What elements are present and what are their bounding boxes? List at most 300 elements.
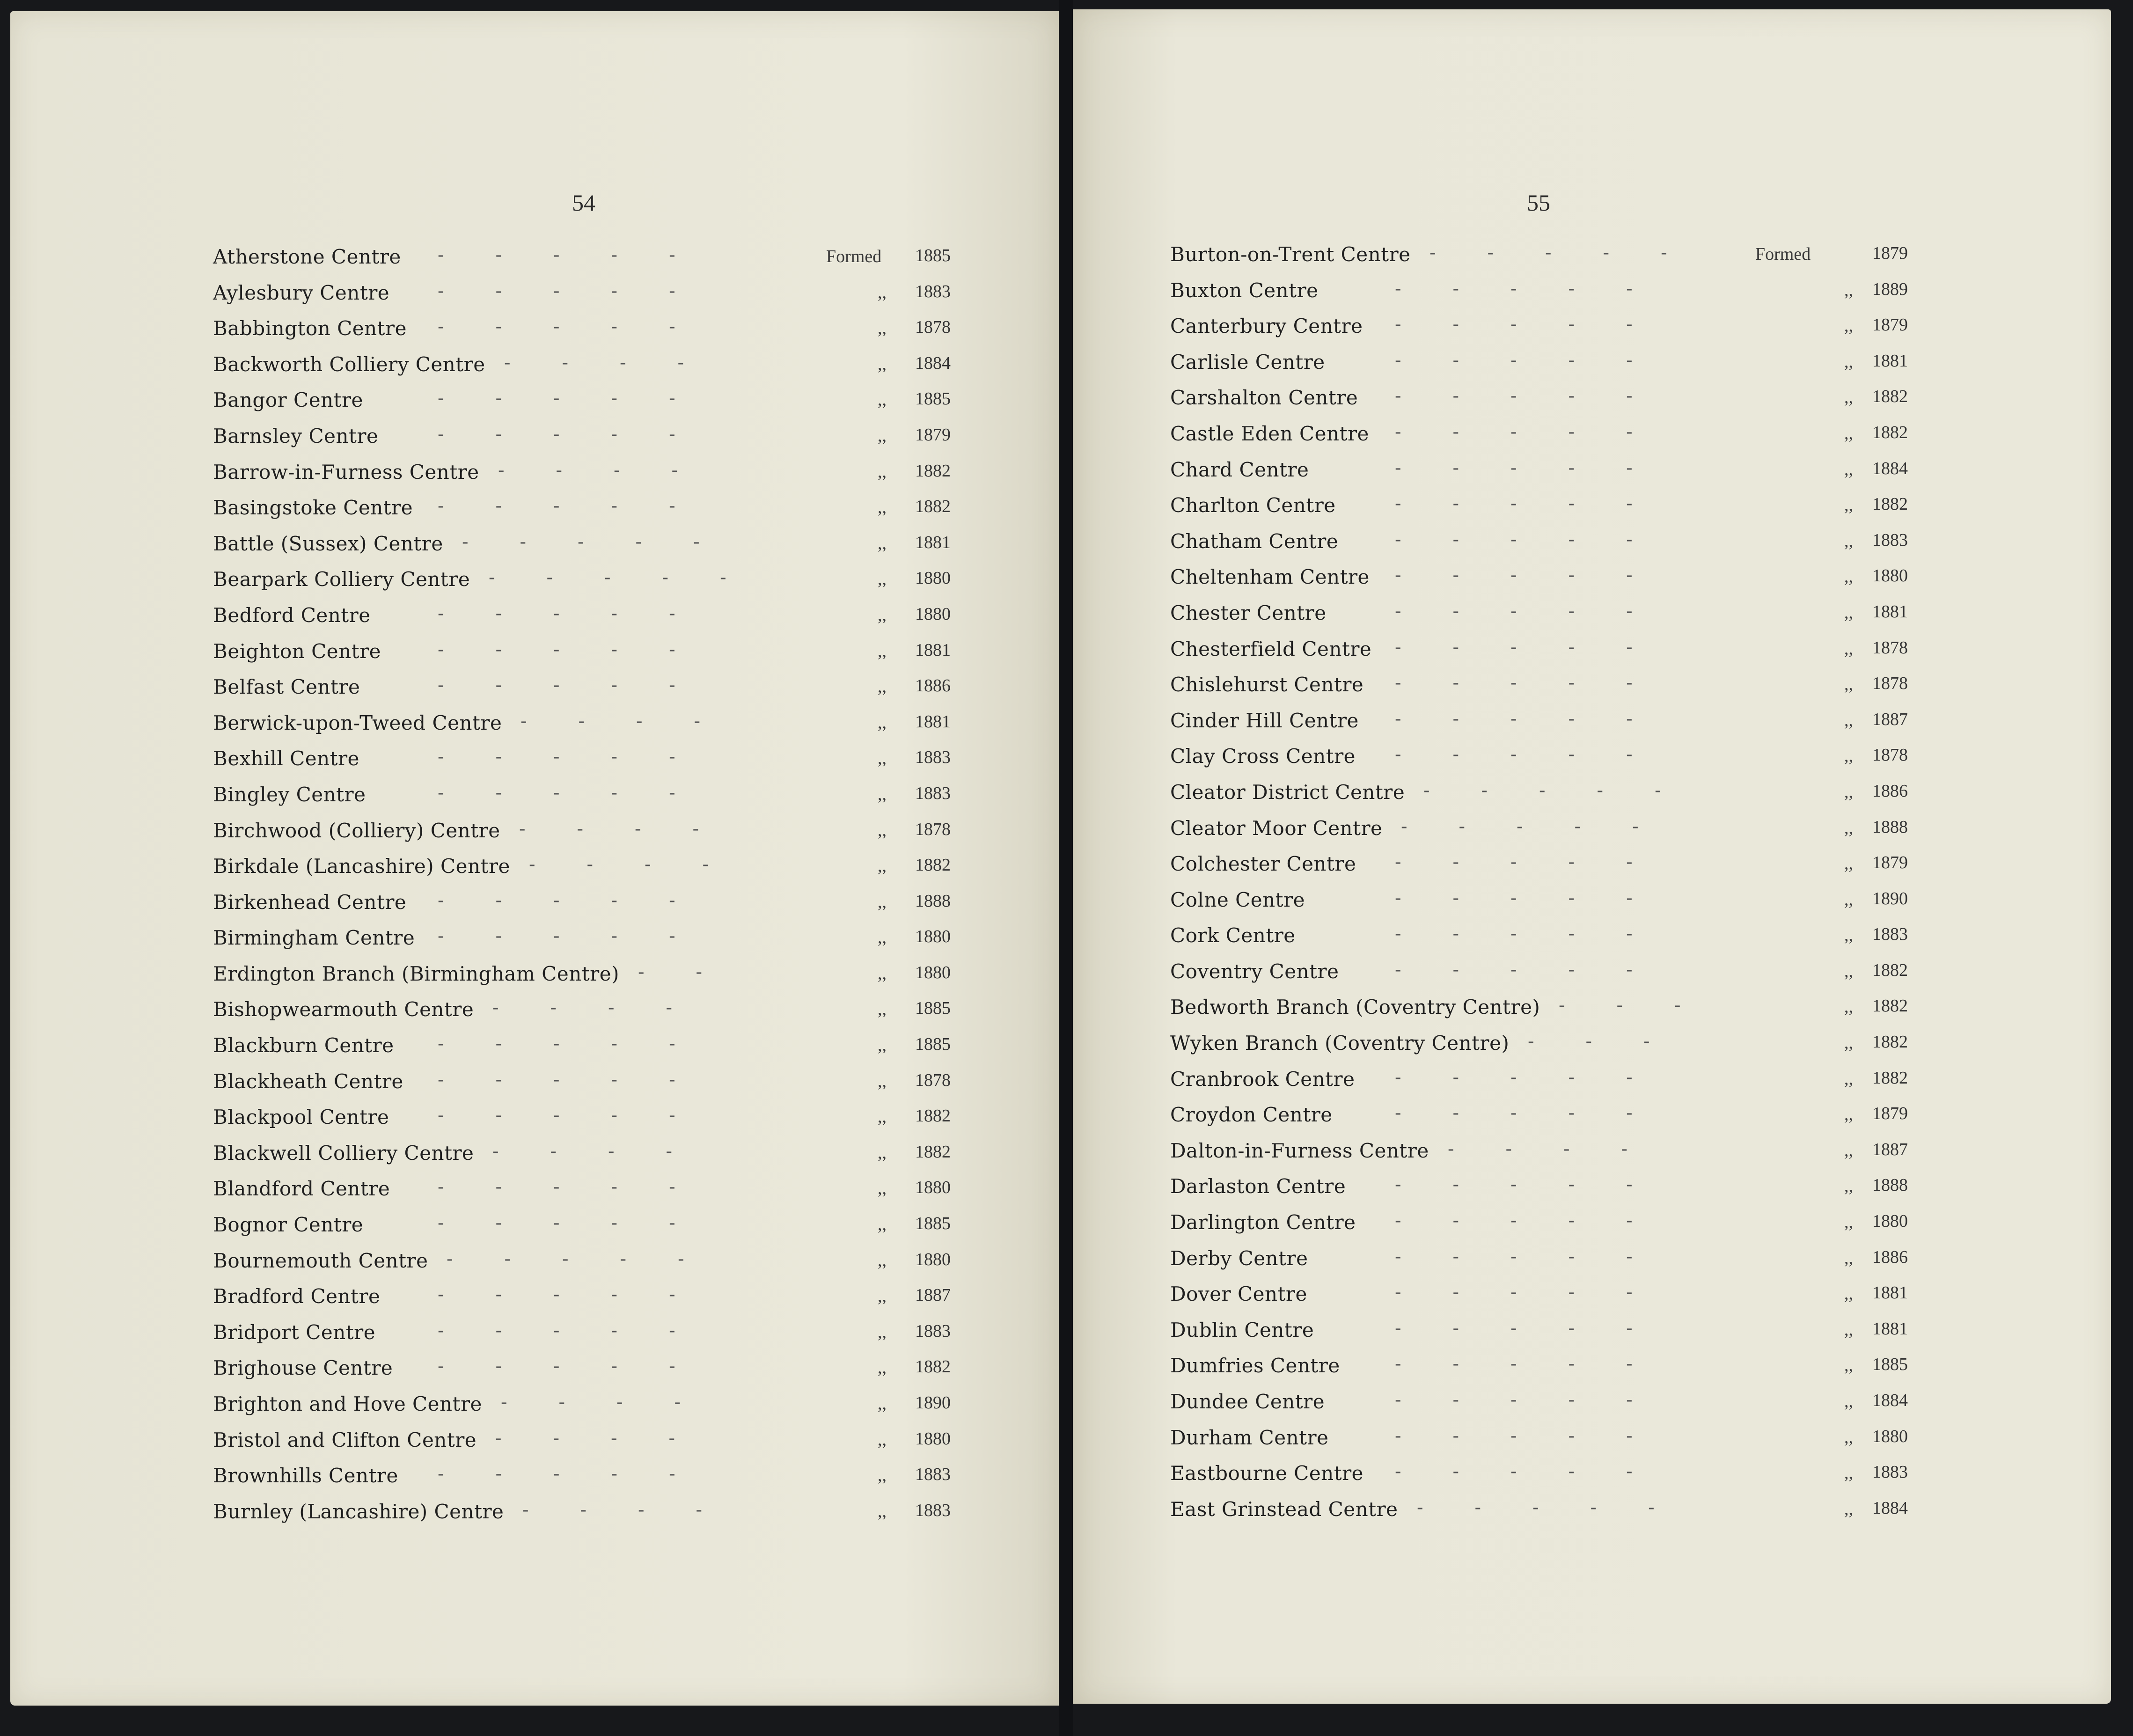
ditto-mark: ,, bbox=[1844, 1105, 1853, 1125]
ditto-mark: ,, bbox=[1844, 1248, 1853, 1268]
dash-leader: ---- bbox=[529, 854, 761, 876]
centre-name: Birkenhead Centre bbox=[213, 890, 407, 914]
ditto-mark: ,, bbox=[1844, 818, 1853, 838]
list-item bbox=[1170, 954, 1928, 990]
dash-leader: ----- bbox=[438, 746, 727, 768]
formed-year: 1880 bbox=[1872, 1426, 1908, 1446]
centre-name: Castle Eden Centre bbox=[1170, 422, 1369, 445]
centre-name: Croydon Centre bbox=[1170, 1103, 1333, 1127]
formed-year: 1888 bbox=[1872, 1175, 1908, 1195]
ditto-mark: ,, bbox=[878, 354, 887, 374]
formed-year: 1882 bbox=[1872, 494, 1908, 514]
ditto-mark: ,, bbox=[878, 1322, 887, 1342]
centre-name: Birchwood (Colliery) Centre bbox=[213, 819, 500, 842]
list-item bbox=[213, 777, 971, 813]
list-item bbox=[213, 598, 971, 634]
ditto-mark: ,, bbox=[1844, 388, 1853, 408]
centre-name: Brighton and Hove Centre bbox=[213, 1392, 482, 1415]
list-item bbox=[1170, 273, 1928, 309]
dash-leader: ----- bbox=[1395, 744, 1684, 766]
ditto-mark: ,, bbox=[1844, 854, 1853, 874]
centre-name: East Grinstead Centre bbox=[1170, 1497, 1398, 1521]
ditto-mark: ,, bbox=[878, 1035, 887, 1055]
dash-leader: --- bbox=[1528, 1031, 1701, 1053]
centre-name: Blandford Centre bbox=[213, 1177, 390, 1201]
centre-name: Burton-on-Trent Centre bbox=[1170, 243, 1411, 266]
ditto-mark: ,, bbox=[878, 928, 887, 948]
dash-leader: ----- bbox=[438, 244, 727, 266]
list-item bbox=[1170, 918, 1928, 954]
centre-name: Chislehurst Centre bbox=[1170, 673, 1364, 696]
dash-leader: ----- bbox=[438, 602, 727, 624]
dash-leader: ----- bbox=[1395, 636, 1684, 658]
dash-leader: ----- bbox=[1395, 1102, 1684, 1124]
centre-name: Dalton-in-Furness Centre bbox=[1170, 1139, 1429, 1162]
formed-year: 1878 bbox=[915, 819, 951, 839]
dash-leader: ----- bbox=[1395, 1389, 1684, 1411]
centre-name: Bognor Centre bbox=[213, 1213, 364, 1237]
centre-name: Bishopwearmouth Centre bbox=[213, 998, 474, 1021]
list-item bbox=[1170, 453, 1928, 489]
dash-leader: ----- bbox=[1395, 1210, 1684, 1232]
book-gutter bbox=[1059, 0, 1073, 1736]
centre-name: Canterbury Centre bbox=[1170, 315, 1363, 338]
formed-year: 1885 bbox=[1872, 1355, 1908, 1375]
formed-year: 1879 bbox=[1872, 243, 1908, 263]
formed-year: 1890 bbox=[915, 1393, 951, 1413]
formed-year: 1883 bbox=[915, 281, 951, 301]
centre-name: Belfast Centre bbox=[213, 675, 360, 699]
centre-name: Chard Centre bbox=[1170, 458, 1309, 481]
dash-leader: ----- bbox=[1395, 1066, 1684, 1088]
centre-name: Basingstoke Centre bbox=[213, 496, 413, 520]
centre-name: Barrow-in-Furness Centre bbox=[213, 460, 479, 483]
centre-name: Dublin Centre bbox=[1170, 1318, 1314, 1341]
dash-leader: ---- bbox=[520, 710, 752, 732]
dash-leader: ---- bbox=[1448, 1138, 1679, 1160]
list-item bbox=[1170, 847, 1928, 883]
centre-name: Dover Centre bbox=[1170, 1282, 1307, 1306]
list-item bbox=[1170, 488, 1928, 524]
dash-leader: ----- bbox=[1395, 349, 1684, 371]
centre-name: Chatham Centre bbox=[1170, 529, 1339, 553]
formed-year: 1885 bbox=[915, 389, 951, 409]
list-item bbox=[213, 1172, 971, 1208]
dash-leader: ----- bbox=[1395, 672, 1684, 694]
formed-year: 1880 bbox=[915, 927, 951, 947]
formed-year: 1888 bbox=[915, 891, 951, 911]
centre-name: Colne Centre bbox=[1170, 888, 1305, 911]
ditto-mark: ,, bbox=[878, 1179, 887, 1199]
dash-leader: ----- bbox=[438, 1284, 727, 1306]
list-item bbox=[213, 455, 971, 491]
dash-leader: -- bbox=[638, 961, 754, 983]
list-item bbox=[213, 240, 971, 276]
ditto-mark: ,, bbox=[1844, 423, 1853, 443]
list-item bbox=[1170, 524, 1928, 560]
centre-name: Bournemouth Centre bbox=[213, 1249, 428, 1272]
ditto-mark: ,, bbox=[1844, 1176, 1853, 1196]
ditto-mark: ,, bbox=[1844, 1392, 1853, 1411]
ditto-mark: ,, bbox=[1844, 531, 1853, 551]
list-item bbox=[213, 1064, 971, 1100]
list-item bbox=[1170, 1456, 1928, 1492]
formed-year: 1882 bbox=[915, 1142, 951, 1162]
ditto-mark: ,, bbox=[878, 1107, 887, 1127]
centre-name: Buxton Centre bbox=[1170, 278, 1319, 302]
list-item bbox=[213, 276, 971, 312]
centre-name: Darlaston Centre bbox=[1170, 1175, 1346, 1198]
dash-leader: ----- bbox=[1395, 1353, 1684, 1375]
formed-year: 1887 bbox=[1872, 709, 1908, 729]
formed-year: 1882 bbox=[915, 1357, 951, 1377]
list-item bbox=[213, 885, 971, 921]
ditto-mark: ,, bbox=[878, 1465, 887, 1486]
dash-leader: ----- bbox=[438, 782, 727, 804]
list-item bbox=[1170, 560, 1928, 596]
formed-year: 1883 bbox=[1872, 530, 1908, 550]
list-item bbox=[213, 311, 971, 347]
list-item bbox=[213, 957, 971, 993]
dash-leader: ----- bbox=[1395, 564, 1684, 586]
dash-leader: ----- bbox=[1395, 1425, 1684, 1447]
dash-leader: ----- bbox=[438, 1069, 727, 1091]
formed-year: 1881 bbox=[915, 532, 951, 552]
ditto-mark: ,, bbox=[878, 390, 887, 410]
dash-leader: ----- bbox=[438, 280, 727, 302]
centre-name: Bingley Centre bbox=[213, 783, 366, 806]
centre-name: Blackwell Colliery Centre bbox=[213, 1141, 474, 1165]
dash-leader: ---- bbox=[501, 1392, 733, 1413]
centre-name: Darlington Centre bbox=[1170, 1211, 1356, 1234]
formed-year: 1889 bbox=[1872, 279, 1908, 299]
list-item bbox=[1170, 883, 1928, 919]
list-item bbox=[1170, 1492, 1928, 1528]
centre-name: Dundee Centre bbox=[1170, 1390, 1325, 1413]
formed-label: Formed bbox=[1755, 244, 1811, 264]
dash-leader: ----- bbox=[438, 423, 727, 445]
formed-year: 1882 bbox=[1872, 387, 1908, 407]
ditto-mark: ,, bbox=[1844, 1355, 1853, 1376]
centre-name: Cinder Hill Centre bbox=[1170, 709, 1359, 732]
formed-year: 1880 bbox=[915, 604, 951, 624]
list-item bbox=[1170, 1348, 1928, 1384]
formed-year: 1885 bbox=[915, 998, 951, 1018]
list-item bbox=[213, 491, 971, 527]
list-item bbox=[213, 1494, 971, 1531]
ditto-mark: ,, bbox=[1844, 1284, 1853, 1304]
centre-name: Bedford Centre bbox=[213, 603, 371, 627]
ditto-mark: ,, bbox=[1844, 316, 1853, 336]
centre-name: Blackburn Centre bbox=[213, 1034, 394, 1057]
dash-leader: ----- bbox=[1395, 528, 1684, 550]
formed-year: 1881 bbox=[1872, 1283, 1908, 1303]
dash-leader: ----- bbox=[1395, 421, 1684, 443]
list-item bbox=[1170, 345, 1928, 381]
list-item bbox=[213, 634, 971, 670]
list-item bbox=[213, 1244, 971, 1280]
centre-name: Blackheath Centre bbox=[213, 1069, 403, 1093]
list-item bbox=[213, 1387, 971, 1423]
formed-year: 1884 bbox=[1872, 1391, 1908, 1410]
ditto-mark: ,, bbox=[1844, 746, 1853, 766]
ditto-mark: ,, bbox=[1844, 280, 1853, 300]
dash-leader: ----- bbox=[1395, 708, 1684, 730]
list-item bbox=[1170, 775, 1928, 811]
formed-year: 1882 bbox=[1872, 422, 1908, 442]
centre-name: Aylesbury Centre bbox=[213, 281, 390, 304]
list-item bbox=[213, 527, 971, 563]
dash-leader: ----- bbox=[1423, 779, 1713, 801]
formed-year: 1888 bbox=[1872, 817, 1908, 837]
centre-name: Berwick-upon-Tweed Centre bbox=[213, 711, 502, 734]
formed-year: 1878 bbox=[1872, 674, 1908, 694]
list-item bbox=[213, 706, 971, 742]
ditto-mark: ,, bbox=[878, 856, 887, 876]
list-item bbox=[1170, 632, 1928, 668]
formed-year: 1878 bbox=[1872, 745, 1908, 765]
dash-leader: ---- bbox=[498, 459, 730, 481]
list-item bbox=[1170, 1421, 1928, 1457]
list-item bbox=[213, 813, 971, 850]
centre-name: Babbington Centre bbox=[213, 317, 407, 340]
formed-year: 1885 bbox=[915, 1214, 951, 1234]
dash-leader: ----- bbox=[447, 1248, 736, 1270]
ditto-mark: ,, bbox=[878, 820, 887, 840]
dash-leader: ---- bbox=[519, 818, 751, 840]
ditto-mark: ,, bbox=[1844, 1427, 1853, 1447]
dash-leader: ----- bbox=[438, 1319, 727, 1341]
dash-leader: ----- bbox=[1395, 493, 1684, 515]
list-item bbox=[213, 1100, 971, 1136]
formed-year: 1879 bbox=[1872, 1104, 1908, 1124]
list-item bbox=[1170, 1277, 1928, 1313]
list-item bbox=[1170, 1241, 1928, 1277]
formed-year: 1885 bbox=[915, 1034, 951, 1055]
ditto-mark: ,, bbox=[878, 1215, 887, 1235]
ditto-mark: ,, bbox=[878, 1394, 887, 1414]
ditto-mark: ,, bbox=[878, 641, 887, 661]
dash-leader: ---- bbox=[522, 1499, 754, 1521]
ditto-mark: ,, bbox=[878, 425, 887, 446]
dash-leader: ----- bbox=[1395, 457, 1684, 479]
ditto-mark: ,, bbox=[878, 1429, 887, 1450]
centre-name: Burnley (Lancashire) Centre bbox=[213, 1500, 504, 1523]
ditto-mark: ,, bbox=[1844, 1140, 1853, 1160]
list-item bbox=[213, 383, 971, 419]
formed-year: 1881 bbox=[1872, 1318, 1908, 1339]
list-item bbox=[213, 1208, 971, 1244]
formed-year: 1884 bbox=[915, 353, 951, 373]
ditto-mark: ,, bbox=[878, 784, 887, 804]
formed-year: 1883 bbox=[1872, 1462, 1908, 1482]
ditto-mark: ,, bbox=[878, 533, 887, 553]
centre-name: Cleator District Centre bbox=[1170, 780, 1405, 804]
dash-leader: ----- bbox=[1395, 959, 1684, 981]
formed-year: 1884 bbox=[1872, 458, 1908, 478]
list-item bbox=[213, 347, 971, 383]
list-item bbox=[1170, 667, 1928, 703]
list-item bbox=[213, 992, 971, 1028]
centre-name: Chester Centre bbox=[1170, 601, 1327, 624]
formed-year: 1882 bbox=[915, 497, 951, 517]
dash-leader: ----- bbox=[438, 1033, 727, 1055]
list-item bbox=[213, 419, 971, 455]
centre-name: Derby Centre bbox=[1170, 1246, 1308, 1270]
centre-name: Dumfries Centre bbox=[1170, 1354, 1340, 1377]
dash-leader: ---- bbox=[492, 1140, 724, 1162]
formed-year: 1881 bbox=[915, 711, 951, 732]
centre-name: Beighton Centre bbox=[213, 639, 381, 663]
list-item bbox=[1170, 381, 1928, 417]
centre-name: Barnsley Centre bbox=[213, 424, 379, 447]
formed-year: 1883 bbox=[1872, 924, 1908, 945]
centre-name: Carlisle Centre bbox=[1170, 350, 1325, 374]
dash-leader: ----- bbox=[438, 1355, 727, 1377]
formed-year: 1880 bbox=[915, 1428, 951, 1449]
centre-name: Bangor Centre bbox=[213, 388, 363, 412]
centre-name: Blackpool Centre bbox=[213, 1106, 389, 1129]
ditto-mark: ,, bbox=[1844, 782, 1853, 802]
dash-leader: ----- bbox=[1395, 600, 1684, 622]
centre-name: Cleator Moor Centre bbox=[1170, 816, 1383, 840]
dash-leader: ----- bbox=[1395, 278, 1684, 300]
ditto-mark: ,, bbox=[1844, 1212, 1853, 1232]
dash-leader: ----- bbox=[489, 567, 778, 589]
list-item bbox=[1170, 811, 1928, 847]
list-item bbox=[213, 849, 971, 885]
formed-year: 1882 bbox=[1872, 1068, 1908, 1088]
centre-name: Eastbourne Centre bbox=[1170, 1462, 1364, 1485]
dash-leader: ----- bbox=[462, 531, 751, 553]
formed-year: 1885 bbox=[915, 246, 951, 265]
centre-name: Coventry Centre bbox=[1170, 960, 1339, 983]
ditto-mark: ,, bbox=[1844, 997, 1853, 1017]
formed-year: 1879 bbox=[1872, 315, 1908, 335]
list-item bbox=[213, 1136, 971, 1172]
dash-leader: ----- bbox=[438, 925, 727, 947]
ditto-mark: ,, bbox=[1844, 459, 1853, 479]
formed-label: Formed bbox=[826, 247, 882, 266]
list-item bbox=[213, 1028, 971, 1064]
centre-name: Brighouse Centre bbox=[213, 1356, 393, 1380]
list-item bbox=[1170, 739, 1928, 775]
list-item bbox=[213, 1315, 971, 1351]
dash-leader: ---- bbox=[492, 997, 724, 1019]
centre-name: Bexhill Centre bbox=[213, 747, 359, 770]
list-item bbox=[1170, 417, 1928, 453]
formed-year: 1882 bbox=[1872, 960, 1908, 980]
ditto-mark: ,, bbox=[878, 1071, 887, 1091]
ditto-mark: ,, bbox=[878, 605, 887, 625]
centre-name: Bradford Centre bbox=[213, 1285, 381, 1308]
centre-name: Clay Cross Centre bbox=[1170, 745, 1356, 768]
centre-name: Bedworth Branch (Coventry Centre) bbox=[1170, 996, 1540, 1019]
ditto-mark: ,, bbox=[1844, 889, 1853, 909]
ditto-mark: ,, bbox=[1844, 602, 1853, 623]
ditto-mark: ,, bbox=[1844, 925, 1853, 945]
formed-year: 1880 bbox=[915, 1178, 951, 1198]
formed-year: 1881 bbox=[1872, 351, 1908, 371]
formed-year: 1882 bbox=[915, 1106, 951, 1126]
centre-name: Erdington Branch (Birmingham Centre) bbox=[213, 962, 619, 985]
formed-year: 1880 bbox=[1872, 1211, 1908, 1231]
formed-year: 1882 bbox=[915, 855, 951, 875]
formed-year: 1883 bbox=[915, 1321, 951, 1341]
centre-name: Birmingham Centre bbox=[213, 926, 415, 950]
ditto-mark: ,, bbox=[1844, 1463, 1853, 1483]
ditto-mark: ,, bbox=[878, 1358, 887, 1378]
ditto-mark: ,, bbox=[878, 892, 887, 912]
list-item bbox=[213, 1458, 971, 1494]
ditto-mark: ,, bbox=[1844, 1499, 1853, 1519]
left-entry-list bbox=[213, 240, 971, 1530]
dash-leader: ----- bbox=[1401, 815, 1690, 837]
list-item bbox=[1170, 990, 1928, 1026]
dash-leader: ----- bbox=[438, 638, 727, 660]
formed-year: 1881 bbox=[1872, 601, 1908, 622]
formed-year: 1883 bbox=[915, 747, 951, 768]
list-item bbox=[1170, 1026, 1928, 1062]
dash-leader: ----- bbox=[438, 495, 727, 517]
formed-year: 1886 bbox=[1872, 1247, 1908, 1267]
dash-leader: ----- bbox=[1395, 1174, 1684, 1196]
ditto-mark: ,, bbox=[878, 461, 887, 482]
dash-leader: ---- bbox=[495, 1427, 727, 1449]
dash-leader: ----- bbox=[438, 316, 727, 338]
dash-leader: ----- bbox=[438, 1105, 727, 1127]
ditto-mark: ,, bbox=[1844, 495, 1853, 515]
formed-year: 1882 bbox=[1872, 996, 1908, 1016]
centre-name: Bridport Centre bbox=[213, 1320, 376, 1344]
list-item bbox=[1170, 1098, 1928, 1134]
centre-name: Battle (Sussex) Centre bbox=[213, 532, 443, 555]
formed-year: 1883 bbox=[915, 1465, 951, 1485]
list-item bbox=[213, 1279, 971, 1315]
centre-name: Atherstone Centre bbox=[213, 245, 401, 268]
ditto-mark: ,, bbox=[878, 1143, 887, 1163]
formed-year: 1878 bbox=[915, 317, 951, 337]
centre-name: Birkdale (Lancashire) Centre bbox=[213, 855, 510, 878]
formed-year: 1880 bbox=[915, 568, 951, 588]
right-entry-list bbox=[1170, 237, 1928, 1528]
ditto-mark: ,, bbox=[1844, 961, 1853, 981]
list-item bbox=[213, 562, 971, 598]
formed-year: 1887 bbox=[1872, 1139, 1908, 1159]
formed-year: 1879 bbox=[915, 425, 951, 445]
list-item bbox=[1170, 1062, 1928, 1098]
centre-name: Chesterfield Centre bbox=[1170, 637, 1372, 660]
dash-leader: ----- bbox=[438, 1463, 727, 1485]
dash-leader: ----- bbox=[1395, 314, 1684, 336]
list-item bbox=[1170, 1134, 1928, 1170]
ditto-mark: ,, bbox=[878, 318, 887, 338]
ditto-mark: ,, bbox=[878, 1286, 887, 1306]
list-item bbox=[213, 741, 971, 777]
formed-year: 1887 bbox=[915, 1285, 951, 1305]
list-item bbox=[1170, 237, 1928, 273]
centre-name: Cranbrook Centre bbox=[1170, 1067, 1355, 1091]
dash-leader: ----- bbox=[1395, 1317, 1684, 1339]
centre-name: Backworth Colliery Centre bbox=[213, 352, 485, 376]
list-item bbox=[213, 1351, 971, 1387]
formed-year: 1881 bbox=[915, 640, 951, 660]
dash-leader: ----- bbox=[1429, 242, 1719, 264]
list-item bbox=[1170, 596, 1928, 632]
ditto-mark: ,, bbox=[1844, 1069, 1853, 1089]
list-item bbox=[1170, 1384, 1928, 1421]
list-item bbox=[213, 670, 971, 706]
